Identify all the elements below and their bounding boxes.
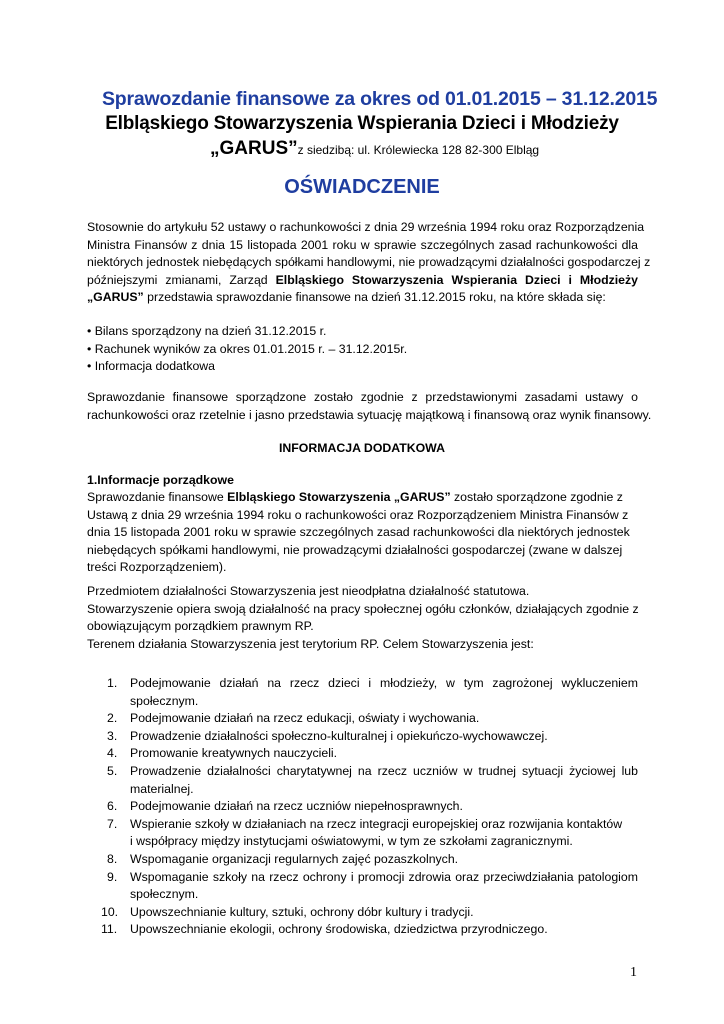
list-number: 2. — [107, 711, 118, 726]
bold-organization-short: „GARUS” — [87, 290, 144, 305]
list-number: 3. — [107, 728, 118, 743]
bold-organization-name: Elbląskiego Stowarzyszenia Wspierania Dzieci i Młodzieży — [275, 272, 638, 287]
paragraph-line: treści Rozporządzeniem). — [87, 560, 227, 575]
organization-name: Elbląskiego Stowarzyszenia Wspierania Dzieci i Młodzieży — [105, 113, 619, 134]
paragraph-text: przedstawia sprawozdanie finansowe na dzień 31.12.2015 roku, na które składa się: — [143, 290, 606, 305]
list-number: 5. — [107, 763, 118, 778]
list-text-continuation: materialnej. — [130, 781, 194, 796]
activity-paragraph — [87, 583, 639, 653]
paragraph-line: niektórych jednostek niebędących spółkami handlowymi, nie prowadzącymi działalności gospodarczej z — [87, 255, 651, 270]
list-text: Podejmowanie działań na rzecz edukacji, oświaty i wychowania. — [130, 711, 480, 726]
list-text: Promowanie kreatywnych nauczycieli. — [130, 746, 338, 761]
paragraph-line: Ustawą z dnia 29 września 1994 roku o rachunkowości oraz Rozporządzeniem Ministra Finansów z — [87, 507, 629, 522]
paragraph-text: późniejszymi zmianami, Zarząd — [87, 272, 276, 287]
list-item — [87, 869, 638, 904]
list-text: Upowszechnianie kultury, sztuki, ochrony dóbr kultury i tradycji. — [130, 904, 474, 919]
section-title: 1.Informacje porządkowe — [87, 473, 234, 487]
statement-conclusion — [87, 389, 652, 424]
organization-short-name: „GARUS” — [210, 138, 298, 159]
paragraph-line — [87, 489, 630, 507]
list-number: 1. — [107, 676, 118, 690]
paragraph-text: zostało sporządzone zgodnie z — [450, 490, 623, 504]
paragraph-line: Sprawozdanie finansowe sporządzone zostało zgodnie z przedstawionymi zasadami ustawy o — [87, 390, 638, 404]
list-text: Prowadzenie działalności społeczno-kulturalnej i opiekuńczo-wychowawczej. — [130, 728, 548, 743]
statement-bullet-list — [87, 323, 407, 376]
paragraph-line: Terenem działania Stowarzyszenia jest terytorium RP. Celem Stowarzyszenia jest: — [87, 636, 534, 651]
paragraph-line: dnia 15 listopada 2001 roku w sprawie szczególnych zasad rachunkowości dla niektórych jednostek — [87, 525, 630, 540]
list-item: • Rachunek wyników za okres 01.01.2015 r. – 31.12.2015r. — [87, 341, 408, 356]
list-item — [87, 763, 638, 798]
list-item — [87, 798, 638, 816]
list-text: Prowadzenie działalności charytatywnej na rzecz uczniów w trudnej sytuacji życiowej lub — [130, 763, 638, 778]
list-number: 9. — [107, 869, 118, 884]
paragraph-line: Ministra Finansów z dnia 15 listopada 2001 roku w sprawie szczególnych zasad rachunkowości dla — [87, 237, 638, 252]
paragraph-line: rachunkowości oraz rzetelnie i jasno przedstawia sytuację majątkową i finansową oraz wynik finansowy. — [87, 407, 652, 422]
paragraph-line — [87, 289, 638, 307]
paragraph-line: niebędących spółkami handlowymi, nie prowadzącymi działalności gospodarczej (zwane w dalszej — [87, 542, 623, 557]
list-text: Podejmowanie działań na rzecz uczniów niepełnosprawnych. — [130, 799, 463, 814]
statement-paragraph — [87, 219, 651, 307]
list-item — [87, 675, 638, 710]
list-item — [87, 904, 638, 922]
list-number: 4. — [107, 746, 118, 761]
list-text-continuation: i współpracy między instytucjami oświatowymi, w tym ze szkołami zagranicznymi. — [130, 834, 573, 849]
list-item — [87, 728, 638, 746]
paragraph-line: obowiązującym porządkiem prawnym RP. — [87, 619, 314, 634]
paragraph-line: Stowarzyszenie opiera swoją działalność na pracy społecznej ogółu członków, działających zgodnie z — [87, 601, 639, 616]
report-title: Sprawozdanie finansowe za okres od 01.01.2015 – 31.12.2015 — [102, 88, 658, 110]
paragraph-line: Stosownie do artykułu 52 ustawy o rachunkowości z dnia 29 września 1994 roku oraz Rozporządzenia — [87, 220, 645, 234]
goals-list — [87, 675, 638, 939]
list-number: 11. — [101, 922, 118, 937]
info-heading: INFORMACJA DODATKOWA — [279, 441, 445, 455]
page-number: 1 — [630, 965, 637, 980]
list-item — [87, 851, 638, 869]
organization-short-line — [210, 138, 539, 160]
paragraph-line — [87, 272, 638, 290]
list-item: • Informacja dodatkowa — [87, 359, 216, 374]
list-text: Upowszechnianie ekologii, ochrony środowiska, dziedzictwa przyrodniczego. — [130, 922, 548, 937]
list-item: • Bilans sporządzony na dzień 31.12.2015 r. — [87, 324, 327, 338]
list-number: 10. — [101, 904, 119, 919]
list-number: 6. — [107, 799, 118, 814]
organization-address: z siedzibą: ul. Królewiecka 128 82-300 Elbląg — [297, 143, 540, 157]
list-text: Wspomaganie szkoły na rzecz ochrony i promocji zdrowia oraz przeciwdziałania patologiom — [130, 869, 638, 884]
paragraph-line: Przedmiotem działalności Stowarzyszenia jest nieodpłatna działalność statutowa. — [87, 584, 530, 598]
bold-organization-name: Elbląskiego Stowarzyszenia „GARUS” — [227, 490, 451, 504]
list-item — [87, 745, 638, 763]
statement-heading: OŚWIADCZENIE — [284, 176, 440, 198]
list-item — [87, 921, 638, 939]
list-number: 8. — [107, 851, 118, 866]
list-text-continuation: społecznym. — [130, 693, 199, 708]
list-text: Wspomaganie organizacji regularnych zajęć pozaszkolnych. — [130, 851, 459, 866]
list-number: 7. — [107, 816, 118, 831]
paragraph-text: Sprawozdanie finansowe — [87, 490, 228, 504]
section-paragraph — [87, 489, 630, 577]
list-text-continuation: społecznym. — [130, 887, 199, 902]
list-text: Wspieranie szkoły w działaniach na rzecz integracji europejskiej oraz rozwijania kontaktów — [130, 816, 623, 831]
list-item — [87, 816, 638, 851]
list-text: Podejmowanie działań na rzecz dzieci i młodzieży, w tym zagrożonej wykluczeniem — [130, 676, 638, 690]
list-item — [87, 710, 638, 728]
